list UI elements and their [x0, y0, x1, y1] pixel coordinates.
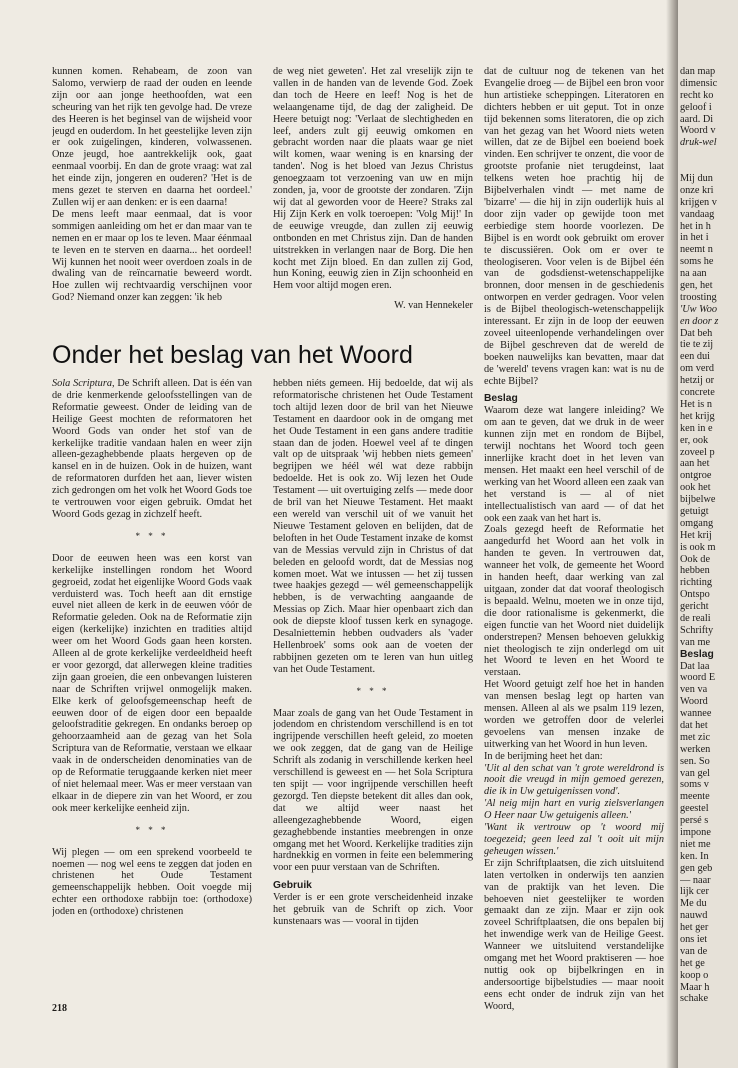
article-column-2 [273, 378, 473, 998]
facing-page-line: Dat laa [680, 660, 710, 672]
facing-page-line: krijgen v [680, 196, 717, 208]
top-middle-column [273, 66, 473, 351]
facing-page-line: Ook de [680, 553, 711, 565]
facing-page-line: omgang [680, 517, 714, 529]
facing-page-line: niet me [680, 838, 711, 850]
facing-page-line [680, 161, 738, 173]
paragraph: Er zijn Schriftplaatsen, die zich uitsluitend laten vertolken in onderwijs ten aanzien van de praktijk van het leven. Die behoeven niet geestelijker te worden gemaakt dan ze zijn. Maar er zijn ook zoveel Schriftplaatsen, die ons bepalen bij het inwendige werk van de Heilige Geest. Wanneer we uitsluitend verstandelijke omgang met het Woord praktiseren — hoe nuttig ook op bijbelkringen en in andersoortige bijbelstudies — maar nooit eens echt onder de indruk zijn van het Woord, [484, 857, 664, 1012]
facing-page-line: tie te zij [680, 339, 714, 351]
paragraph: De mens leeft maar eenmaal, dat is voor sommigen aanleiding om het er dan maar van te nemen en er maar op los te leven. Maar éénmaal te leven en te sterven en daarna... het oordeel! Wij kunnen het nooit weer overdoen zoals in de dwaling van de reïncarnatie beweerd wordt. Hoe zullen wij rechtvaardig verschijnen voor God? Niemand onzer kan zeggen: 'ik heb [52, 208, 252, 304]
facing-page-line: concrete [680, 387, 715, 399]
facing-page-line: getuigt [680, 505, 709, 517]
facing-page-line: het in h [680, 220, 711, 232]
facing-page-line: Schrifty [680, 624, 714, 636]
facing-page-line: neemt n [680, 244, 713, 256]
facing-page-line: om verd [680, 363, 715, 375]
section-subhead: Gebruik [273, 880, 312, 892]
facing-page-line: ons iet [680, 934, 708, 946]
facing-page-line: met zic [680, 731, 711, 743]
facing-page-line: Dat beh [680, 327, 713, 339]
facing-page-line: en door z [680, 315, 719, 327]
facing-page-line: Maar h [680, 981, 710, 993]
paragraph [52, 378, 252, 521]
facing-page-line: gericht [680, 601, 709, 613]
article-column-1 [52, 378, 252, 998]
facing-page-line: recht ko [680, 89, 714, 101]
facing-page-line: dimensic [680, 77, 718, 89]
facing-page-line: Mij dun [680, 173, 713, 185]
facing-page-line: van gel [680, 767, 711, 779]
facing-page-line: ontgroe [680, 470, 712, 482]
paragraph: hebben niéts gemeen. Hij bedoelde, dat wij als reformatorische christenen het Oude Testament toch altijd lezen door de bril van het Nieuwe Testament en daardoor ook in de omgang met het Oude Testament in een gans andere traditie staan dan de joden. Hoewel veel af te dingen valt op de uitspraak 'wij hebben niets gemeen' begrijpen we héél wél wat deze rabbijn bedoelde. Het is ook zo. Wij lezen het Oude Testament — uit overtuiging zelfs — mede door de bril van het Nieuwe Testament. Het maakt een wereld van verschil uit of we vanuit het Nieuwe Testament geloven en belijden, dat de beloften in het Oude Testament inzake de komst van de Messias vervuld zijn in Christus of dat beleden en geloofd wordt, dat de Messias nog komen moet. Wat we intussen — het zij tussen twee haakjes gezegd — wél gemeenschappelijk hebben, is de verwachting aangaande de Messias op Zich. Maar hier openbaart zich dan ook de diepste kloof tussen kerk en synagoge. Desalniettemin hebben oudvaders als 'vader Hellenbroek' soms ook aan de voeten der rabbijnen gezeten om te leren van hun uitleg van het Oude Testament. [273, 378, 473, 675]
facing-page-line: de reali [680, 612, 711, 624]
facing-page-line: onze kri [680, 184, 714, 196]
facing-page-line: dat het [680, 719, 708, 731]
facing-page-line: gen, het [680, 280, 713, 292]
paragraph: Wij plegen — om een sprekend voorbeeld te noemen — nog wel eens te zeggen dat joden en christenen het Oude Testament gemeenschappelijk hebben. Ooit voegde mij echter een orthodoxe rabbijn toe: (orthodoxe) joden en (orthodoxe) christenen [52, 846, 252, 918]
page-number: 218 [52, 1003, 67, 1014]
facing-page-line: aard. Di [680, 113, 714, 125]
psalm-quote: 'Al neig mijn hart en vurig zielsverlangen O Heer naar Uw getuigenis alleen.' [484, 798, 664, 822]
facing-page-line: is ook m [680, 541, 716, 553]
paragraph: Het Woord getuigt zelf hoe het in handen van mensen beslag legt op harten van mensen. Alleen al als we psalm 119 lezen, worden we getroffen door de velerlei gevoelens van mensen inzake de uitwerking van het Woord in hun leven. [484, 679, 664, 750]
facing-page-line: wannee [680, 708, 712, 720]
facing-page-line: geloof i [680, 101, 712, 113]
facing-page-line [680, 149, 738, 161]
paragraph: Maar zoals de gang van het Oude Testament in jodendom en christendom verschillend is en tot ingrijpende verschillen heeft geleid, zo moeten we ook zeggen, dat de gang van de Heilige Schrift als zodanig in verschillende kerken heel verschillend is geweest en — het Sola Scriptura ten spijt — voor ingrijpende verschillen heeft gezorgd. Ten diepste betekent dit alles dan ook, dat we altijd weer naast het alleengezaghebbende Woord, eigen gezaghebbende instanties meebrengen in onze omgang met het Woord. Kerkelijke tradities zijn hardnekkig en vormen in feite een belemmering voor een puur verstaan van de Schriften. [273, 707, 473, 874]
intro-text: , De Schrift alleen. Dat is één van de drie kenmerkende geloofsstellingen van de Reformatie geweest. Onder de leiding van de Heilige Geest mochten de reformatoren het Woord Gods van onder het stof van de kerkelijke traditie vandaan halen en weer zijn alleen-gezaghebbende plaats hergeven op de kansel en in de huizen. Ook in de huizen, want de reformatoren durfden het aan, liever wisten zich gedrongen om het volk het Woord Gods toe te vertrouwen voor eigen gebruik. Omdat het Woord Gods gezag in zichzelf heeft. [52, 378, 252, 520]
facing-page-line: het ge [680, 957, 705, 969]
top-left-column [52, 66, 252, 322]
author-signature: W. van Hennekeler [394, 300, 473, 312]
facing-page-line: ven va [680, 684, 708, 696]
facing-page-line: richting [680, 577, 713, 589]
facing-page-line: een dui [680, 351, 711, 363]
italic-term: Sola Scriptura [52, 378, 112, 389]
section-separator: * * * [135, 530, 169, 541]
facing-page-line: hetzij or [680, 375, 715, 387]
facing-page-line: bijbelwe [680, 494, 716, 506]
facing-page-line: van de [680, 945, 708, 957]
facing-page-line: dan map [680, 66, 716, 77]
paragraph: Zoals gezegd heeft de Reformatie het aangedurfd het Woord aan het volk in handen te geven. In vertrouwen dat, wanneer het volk, de gemeente het Woord in handen heeft, daar werking van zal uitgaan, zonder dat dat vooraf theologisch is bepaald. Welnu, moeten we in onze tijd, die door rationalisme is gekenmerkt, die eigen functie van het Woord niet duidelijk onderstrepen? Mensen behoeven gelukkig niet theologisch te zijn onderlegd om uit het Woord te leven en het Woord te verstaan. [484, 524, 664, 679]
facing-page-line: het krijg [680, 410, 715, 422]
facing-page-line: Het is n [680, 398, 713, 410]
facing-page-line: geestel [680, 803, 709, 815]
facing-page-line: 'Uw Woo [680, 303, 718, 315]
facing-page-line: vandaag [680, 208, 715, 220]
facing-page-line: persé s [680, 815, 709, 827]
facing-page-line: van me [680, 636, 711, 648]
facing-page-line: koop o [680, 969, 709, 981]
facing-page-line: Het krij [680, 529, 712, 541]
facing-page-line: druk-wel [680, 137, 717, 149]
facing-page-line: soms he [680, 256, 714, 268]
facing-page-line: troosting [680, 291, 717, 303]
facing-page-line: lijk cer [680, 886, 709, 898]
facing-page-line: meente [680, 791, 710, 803]
paragraph: dat de cultuur nog de tekenen van het Evangelie droeg — de Bijbel een bron voor hun artistieke scheppingen. Literatoren en dichters hebben er uit geput. Tot in onze tijd bekennen soms literatoren, die op zich van het gezag van het Woord niets weten willen, dat ze de Bijbel een boeiend boek vinden. Een schrijver te onzent, die voor de grootste profanie niet terugdeinst, laat telkens weten hoe prachtig hij de Bijbelverhalen vindt — met name de 'bizarre' — die hij in zijn ouderlijk huis al door zijn vader op gewijde toon met eerbiedige stem hoorde voorlezen. De Bijbel is en wordt ook gebruikt om erover te discussiëren. Ook om er over te theologiseren. Voor velen is de Bijbel één van de godsdienst-wetenschappelijke bronnen, door mensen in de geschiedenis ontworpen en verder gedragen. Voor velen is de Bijbel theologisch-wetenschappelijk interessant. Er zijn in de loop der eeuwen zoveel uiteenlopende verhandelingen over de Bijbel geschreven dat de wereld de boeken nauwelijks kan bevatten, maar dat de 'wereld' tevens vragen kan: wat is nu de echte Bijbel? [484, 66, 664, 387]
facing-page-line: in het i [680, 232, 709, 244]
paragraph: Waarom deze wat langere inleiding? We om aan te geven, dat we druk in de weer kunnen zijn met en rondom de Bijbel, terwijl nochtans het Woord toch geen innerlijke kracht doet in het leven van mensen. Het maakt een heel verschil of de werking van het Woord alleen een zaak van het verstand is — al of niet intellectualistisch van aard — of dat het ook een zaak van het hart is. [484, 405, 664, 524]
paragraph: Door de eeuwen heen was een korst van kerkelijke instellingen rondom het Woord gegroeid, zodat het eigenlijke Woord Gods vaak verduisterd was. Toch heeft aan dit ernstige euvel niet alleen de kerk in de eeuwen vóór de Reformatie geleden. Ook na de Reformatie zijn eigen (kerkelijke) inzichten en tradities altijd weer om het Woord Gods gaan heen korsten. Alleen al de grote kerkelijke verdeeldheid heeft er voor gezorgd, dat allerwegen kleine tradities zijn gaan groeien, die een onbevangen luisteren naar de Schriften vrijwel onmogelijk maken. Elke kerk of geloofsgemeenschap heeft de eeuwen door of de eigen door een bepaalde geloofstraditie gekregen. En ondanks beroep op gehoorzaamheid aan de gezag van het Sola Scriptura van de Reformatie, verstaan we elkaar vaak in de onderscheiden denominaties van de op de Reformatie teruggaande kerken niet meer of niet helemaal meer. Was er meer verstaan van elkaar in de diepere zin van het Woord, er zou ook meer kerkelijke eenheid zijn. [52, 552, 252, 814]
facing-page-line: zoveel p [680, 446, 715, 458]
facing-page-line: woord E [680, 672, 716, 684]
facing-page-line: ken in e [680, 422, 713, 434]
facing-page-line: hebben [680, 565, 710, 577]
facing-page-line: Ontspo [680, 589, 710, 601]
facing-page-line: aan het [680, 458, 710, 470]
section-separator: * * * [135, 824, 169, 835]
psalm-quote: 'Uit al den schat van 't grote wereldrond is nooit die vreugd in mijn gemoed gerezen, die ik in Uw getuigenissen vond'. [484, 762, 664, 798]
paragraph: kunnen komen. Rehabeam, de zoon van Salomo, verwierp de raad der ouden en leende zijn oor aan jonge heethoofden, wat een scheuring van het rijk ten gevolge had. De vreze des Heeren is het beginsel van de wijsheid voor jeugd en ouderdom. In het geestelijke leven zijn er ook zuigelingen, kinderen, volwassenen. Onze jeugd, hoe aantrekkelijk ook, gaat eenmaal voorbij. En dan de grote vraag: wat zal het einde zijn, jongeren en ouderen? 'Het is de mens gezet te sterven en daarna het oordeel.' Zullen wij er aan denken: er is een daarna! [52, 66, 252, 208]
facing-page-line: er, ook [680, 434, 709, 446]
facing-page-line: — naar [680, 874, 711, 886]
facing-page-line: ook het [680, 482, 711, 494]
facing-page-line: nauwd [680, 910, 708, 922]
facing-page-line: Me du [680, 898, 707, 910]
facing-page-line: schake [680, 993, 709, 1005]
section-subhead: Beslag [484, 393, 518, 405]
binding-gutter [666, 0, 678, 1068]
facing-page-line: soms v [680, 779, 709, 791]
psalm-quote: 'Want ik vertrouw op 't woord mij toegezeid; geen leed zal 't ooit uit mijn geheugen wissen.' [484, 822, 664, 857]
facing-page-line: werken [680, 743, 711, 755]
facing-page-line: ken. In [680, 850, 709, 862]
article-column-3 [484, 66, 664, 1018]
article-title: Onder het beslag van het Woord [52, 341, 413, 369]
facing-page-subhead: Beslag [680, 648, 714, 660]
facing-page-line: na aan [680, 268, 707, 280]
paragraph: In de berijming heet het dan: [484, 750, 603, 762]
facing-page-text [680, 66, 738, 1005]
paragraph: Verder is er een grote verscheidenheid inzake het gebruik van de Schrift op zich. Voor kunstenaars was — vooral in tijden [273, 892, 473, 927]
facing-page-line: impone [680, 827, 711, 838]
section-separator: * * * [356, 685, 390, 696]
facing-page-line: gen geb [680, 862, 713, 874]
paragraph: de weg niet geweten'. Het zal vreselijk zijn te vallen in de handen van de levende God. Zoek dan toch de Heere en leef! Nog is het de welaangename tijd, de dag der zaligheid. De Heere betuigt nog: 'Verlaat de slechtigheden en leef, anders zult gij eeuwig omkomen en gebracht worden naar die plaats waar ge niet wilt komen, waar wening is en knarsing der tanden'. Nog is het bloed van Jezus Christus genoegzaam tot verzoening van uw en mijn zonden, ja, voor de grootste der zondaren. 'Zijn wij dat al geworden voor de Heere? Straks zal Hij Zijn Kerk en volk toeroepen: 'Volg Mij!' In de eeuwige vreugde, dan zullen zij eeuwig ontbonden en met Christus zijn. Dan de handen uitstrekken in verlangen naar de Borg. Die hen kocht met Zijn bloed. En dan zullen zij God, hun Koning, eeuwig zien in Zijn schoonheid en Hem voor altijd mogen eren. [273, 66, 473, 292]
facing-page-line: Woord v [680, 125, 716, 137]
facing-page-line: sen. So [680, 755, 710, 767]
facing-page-line: Woord [680, 696, 708, 708]
facing-page-line: het ger [680, 922, 709, 934]
